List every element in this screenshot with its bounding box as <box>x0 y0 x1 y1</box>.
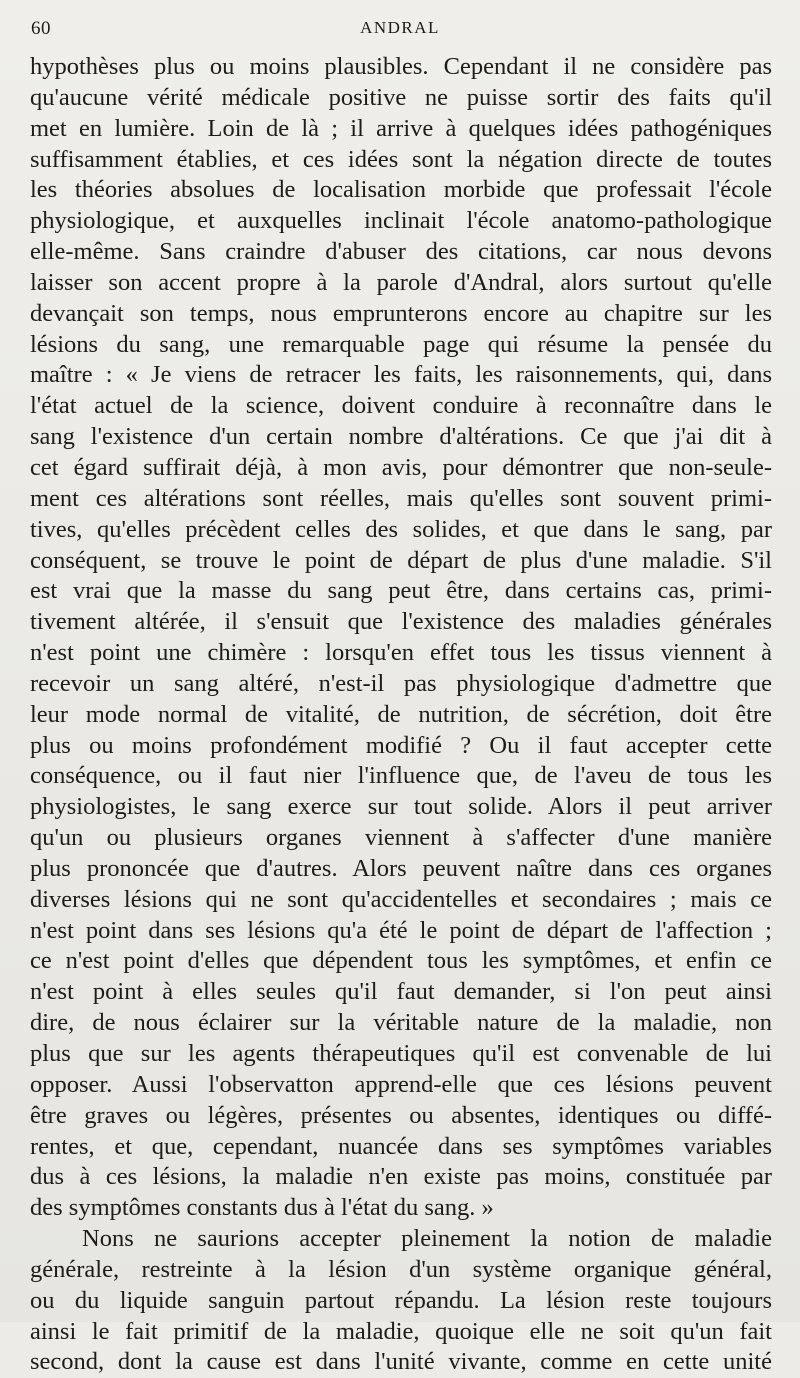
text-line: second, dont la cause est dans l'unité vivante, comme en cette unité <box>30 1348 772 1376</box>
text-line: laisser son accent propre à la parole d'Andral, alors surtout qu'elle <box>30 268 772 296</box>
text-line: cet égard suffirait déjà, à mon avis, pour démontrer que non-seule- <box>30 453 772 481</box>
text-line: recevoir un sang altéré, n'est-il pas physiologique d'admettre que <box>30 669 772 697</box>
text-line: conséquence, ou il faut nier l'influence que, de l'aveu de tous les <box>30 762 772 790</box>
text-line: ment ces altérations sont réelles, mais qu'elles sont souvent primi- <box>30 484 772 512</box>
text-line: dus à ces lésions, la maladie n'en existe pas moins, constituée par <box>30 1163 772 1191</box>
text-line: Nons ne saurions accepter pleinement la notion de maladie <box>82 1225 772 1253</box>
running-head: ANDRAL <box>360 18 440 37</box>
text-line: tivement altérée, il s'ensuit que l'existence des maladies générales <box>30 608 772 636</box>
text-line: les théories absolues de localisation morbide que professait l'école <box>30 176 772 204</box>
text-line: plus que sur les agents thérapeutiques qu'il est convenable de lui <box>30 1040 772 1067</box>
text-line: diverses lésions qui ne sont qu'accidentelles et secondaires ; mais ce <box>30 885 772 913</box>
text-line: devançait son temps, nous emprunterons encore au chapitre sur les <box>30 299 772 327</box>
text-line: n'est point à elles seules qu'il faut demander, si l'on peut ainsi <box>30 978 772 1006</box>
page-number: 60 <box>31 18 51 39</box>
text-line: opposer. Aussi l'observatton apprend-elle que ces lésions peuvent <box>30 1070 772 1098</box>
paragraph <box>30 52 772 1224</box>
text-line: elle-même. Sans craindre d'abuser des citations, car nous devons <box>30 238 772 266</box>
text-line: n'est point une chimère : lorsqu'en effet tous les tissus viennent à <box>30 639 772 667</box>
text-line: hypothèses plus ou moins plausibles. Cependant il ne considère pas <box>30 53 772 80</box>
page-header <box>0 14 800 48</box>
text-line: physiologistes, le sang exerce sur tout solide. Alors il peut arriver <box>30 793 772 821</box>
text-line: être graves ou légères, présentes ou absentes, identiques ou diffé- <box>30 1101 772 1129</box>
text-line: qu'aucune vérité médicale positive ne puisse sortir des faits qu'il <box>30 83 772 111</box>
text-line: suffisamment établies, et ces idées sont la négation directe de toutes <box>30 145 772 173</box>
text-line: dire, de nous éclairer sur la véritable nature de la maladie, non <box>30 1009 772 1037</box>
text-line: qu'un ou plusieurs organes viennent à s'affecter d'une manière <box>30 824 772 852</box>
text-line: tives, qu'elles précèdent celles des solides, et que dans le sang, par <box>30 515 772 543</box>
text-line: sang l'existence d'un certain nombre d'altérations. Ce que j'ai dit à <box>30 423 772 451</box>
text-line: maître : « Je viens de retracer les faits, les raisonnements, qui, dans <box>30 361 772 389</box>
text-line: rentes, et que, cependant, nuancée dans ses symptômes variables <box>30 1132 772 1160</box>
text-line: l'état actuel de la science, doivent conduire à reconnaître dans le <box>30 392 772 420</box>
text-line: physiologique, et auxquelles inclinait l'école anatomo-pathologique <box>30 207 772 235</box>
paragraph <box>30 1224 772 1378</box>
text-line: ce n'est point d'elles que dépendent tous les symptômes, et enfin ce <box>30 947 772 975</box>
text-line: plus prononcée que d'autres. Alors peuvent naître dans ces organes <box>30 854 772 882</box>
text-line: conséquent, se trouve le point de départ de plus d'une maladie. S'il <box>30 546 772 574</box>
text-line: lésions du sang, une remarquable page qui résume la pensée du <box>30 330 772 358</box>
body-text <box>30 52 772 1378</box>
text-line: générale, restreinte à la lésion d'un système organique général, <box>30 1255 772 1283</box>
text-line: met en lumière. Loin de là ; il arrive à quelques idées pathogéniques <box>30 114 772 142</box>
text-line: plus ou moins profondément modifié ? Ou il faut accepter cette <box>30 731 772 759</box>
text-line: ou du liquide sanguin partout répandu. La lésion reste toujours <box>30 1286 772 1314</box>
text-line: n'est point dans ses lésions qu'a été le point de départ de l'affection ; <box>30 916 772 944</box>
text-line: ainsi le fait primitif de la maladie, quoique elle ne soit qu'un fait <box>30 1317 772 1345</box>
text-line: leur mode normal de vitalité, de nutrition, de sécrétion, doit être <box>30 700 772 728</box>
text-line: est vrai que la masse du sang peut être, dans certains cas, primi- <box>30 577 772 605</box>
text-line: des symptômes constants dus à l'état du sang. » <box>30 1194 494 1222</box>
